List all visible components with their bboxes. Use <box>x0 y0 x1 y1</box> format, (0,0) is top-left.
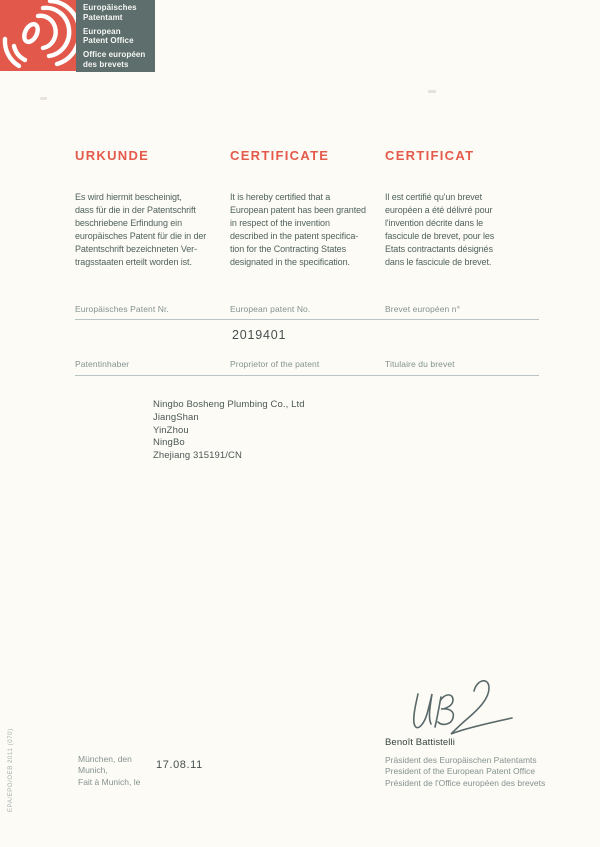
column-english <box>230 148 385 269</box>
column-french <box>385 148 545 269</box>
epo-logo <box>0 0 155 72</box>
org-line: European <box>83 26 121 36</box>
scan-speck <box>40 97 47 100</box>
body-line: Etats contractants désignés <box>385 244 493 254</box>
signatory-name: Benoît Battistelli <box>385 737 455 748</box>
org-line: des brevets <box>83 59 129 69</box>
epo-org-names <box>76 0 155 72</box>
org-line: Patentamt <box>83 12 123 22</box>
body-line: Il est certifié qu'un brevet <box>385 192 482 202</box>
place-line-de: München, den <box>78 754 132 764</box>
title-certificat: CERTIFICAT <box>385 148 475 163</box>
proprietor-address <box>153 399 305 463</box>
column-german <box>75 148 230 269</box>
title-certificate: CERTIFICATE <box>230 148 330 163</box>
label-patent-nr-de: Europäisches Patent Nr. <box>75 304 169 314</box>
body-line: Es wird hiermit bescheinigt, <box>75 192 182 202</box>
body-line: dass für die in der Patentschrift <box>75 205 196 215</box>
body-line: dans le fascicule de brevet. <box>385 257 492 267</box>
address-line: NingBo <box>153 437 185 449</box>
body-line: in respect of the invention <box>230 218 330 228</box>
address-line-company: Ningbo Bosheng Plumbing Co., Ltd <box>153 399 305 410</box>
address-line: Zhejiang 315191/CN <box>153 450 242 462</box>
body-line: tion for the Contracting States <box>230 244 346 254</box>
org-line: Europäisches <box>83 3 137 12</box>
org-line: Patent Office <box>83 36 134 45</box>
body-line: It is hereby certified that a <box>230 192 331 202</box>
label-titulaire-fr: Titulaire du brevet <box>385 359 455 369</box>
epo-spiral-icon <box>0 0 76 71</box>
body-line: described in the patent specifica- <box>230 231 359 241</box>
body-line: European patent has been granted <box>230 205 366 215</box>
epo-spiral-logo-box <box>0 0 76 71</box>
title-urkunde: URKUNDE <box>75 148 150 163</box>
scan-speck <box>428 90 436 93</box>
form-code-vertical: EPA/EPO/OEB 2011 (070) <box>8 728 14 812</box>
address-line: JiangShan <box>153 411 199 423</box>
signatory-title-fr: Président de l'Office européen des brevets <box>385 777 546 788</box>
proprietor-labels <box>75 359 555 369</box>
signatory-title-de: Präsident des Europäischen Patentamts <box>385 755 537 765</box>
org-name-german <box>83 3 155 22</box>
label-proprietor-en: Proprietor of the patent <box>230 359 320 369</box>
divider-line <box>75 375 539 376</box>
place-line-en: Munich, <box>78 765 108 776</box>
org-line: Office européen <box>83 50 146 59</box>
body-line: européen a été délivré pour <box>385 205 493 215</box>
label-patentinhaber-de: Patentinhaber <box>75 359 130 369</box>
address-line: YinZhou <box>153 424 189 436</box>
patent-number-labels <box>75 304 555 314</box>
body-line: fascicule de brevet, pour les <box>385 231 495 241</box>
patent-number-value: 2019401 <box>232 328 287 342</box>
signature-scribble <box>408 680 518 744</box>
issue-place <box>78 754 140 788</box>
label-brevet-no-fr: Brevet européen n° <box>385 304 461 314</box>
issue-date: 17.08.11 <box>156 759 203 771</box>
body-line: l'invention décrite dans le <box>385 218 484 228</box>
body-english <box>230 191 385 269</box>
body-line: tragsstaaten erteilt worden ist. <box>75 257 192 267</box>
certificate-text-columns <box>75 148 555 269</box>
org-name-english <box>83 27 155 46</box>
place-line-fr: Fait à Munich, le <box>78 776 141 787</box>
body-line: europäisches Patent für die in der <box>75 231 207 241</box>
body-german <box>75 191 230 269</box>
body-line: designated in the specification. <box>230 257 350 267</box>
divider-line <box>75 319 539 320</box>
signatory-title-en: President of the European Patent Office <box>385 766 536 777</box>
body-line: Patentschrift bezeichneten Ver- <box>75 244 197 254</box>
body-french <box>385 191 545 269</box>
signatory-titles <box>385 755 545 789</box>
body-line: beschriebene Erfindung ein <box>75 218 182 228</box>
label-patent-no-en: European patent No. <box>230 304 311 314</box>
org-name-french <box>83 50 155 69</box>
